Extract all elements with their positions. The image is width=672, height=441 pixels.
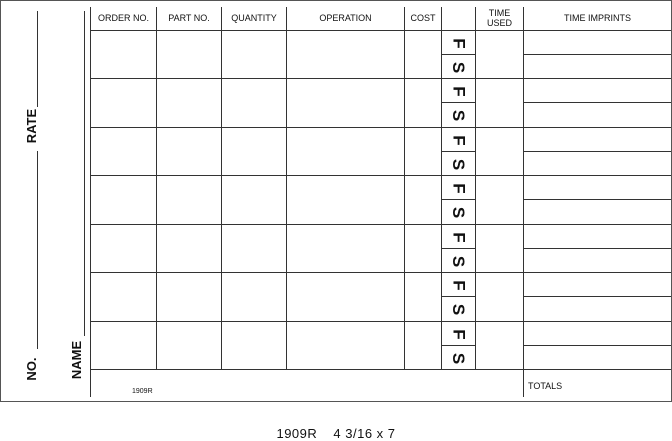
- imprint-divider: [523, 102, 671, 103]
- col-divider: [221, 7, 222, 370]
- rate-write-line-lower: [37, 151, 38, 349]
- header-line: [90, 30, 671, 31]
- row-divider: [90, 127, 671, 128]
- col-divider: [475, 7, 476, 370]
- fs-cell-s: S: [449, 206, 469, 218]
- row-divider: [90, 78, 671, 79]
- fs-cell-s: S: [449, 303, 469, 315]
- header-time-used: TIME USED: [486, 8, 512, 28]
- footer-caption: [0, 426, 672, 441]
- col-divider: [286, 7, 287, 370]
- rate-write-line-upper: [37, 11, 38, 107]
- imprint-divider: [523, 151, 671, 152]
- imprint-divider: [523, 248, 671, 249]
- imprint-divider: [523, 345, 671, 346]
- fs-cell-f: F: [449, 134, 469, 146]
- name-label: NAME: [69, 340, 84, 380]
- col-divider: [441, 7, 442, 370]
- fs-cell-f: F: [449, 85, 469, 97]
- imprint-divider: [523, 199, 671, 200]
- col-divider: [404, 7, 405, 370]
- form-number: 1909R: [132, 388, 153, 395]
- header-part-no: PART NO.: [168, 13, 210, 23]
- imprint-divider: [523, 296, 671, 297]
- rate-label: RATE: [24, 108, 39, 144]
- fs-cell-f: F: [449, 37, 469, 49]
- no-label: NO.: [24, 357, 39, 381]
- fs-cell-s: S: [449, 255, 469, 267]
- fs-cell-s: S: [449, 61, 469, 73]
- col-divider: [523, 7, 524, 397]
- header-order-no: ORDER NO.: [97, 13, 149, 23]
- fs-cell-f: F: [449, 182, 469, 194]
- row-divider: [90, 369, 671, 370]
- col-divider: [156, 7, 157, 370]
- name-write-line: [84, 11, 85, 336]
- header-time-imprints: TIME IMPRINTS: [564, 13, 631, 23]
- row-divider: [90, 272, 671, 273]
- fs-cell-f: F: [449, 231, 469, 243]
- footer-form-id: 1909R: [276, 426, 318, 441]
- header-operation: OPERATION: [319, 13, 372, 23]
- grid-left-border: [90, 7, 91, 397]
- fs-cell-f: F: [449, 328, 469, 340]
- fs-cell-f: F: [449, 279, 469, 291]
- fs-cell-s: S: [449, 158, 469, 170]
- totals-label: TOTALS: [528, 381, 563, 391]
- footer-size: 4 3/16 x 7: [333, 426, 396, 441]
- row-divider: [90, 321, 671, 322]
- header-quantity: QUANTITY: [231, 13, 277, 23]
- row-divider: [90, 175, 671, 176]
- header-cost: COST: [410, 13, 436, 23]
- fs-cell-s: S: [449, 109, 469, 121]
- fs-cell-s: S: [449, 352, 469, 364]
- row-divider: [90, 224, 671, 225]
- imprint-divider: [523, 54, 671, 55]
